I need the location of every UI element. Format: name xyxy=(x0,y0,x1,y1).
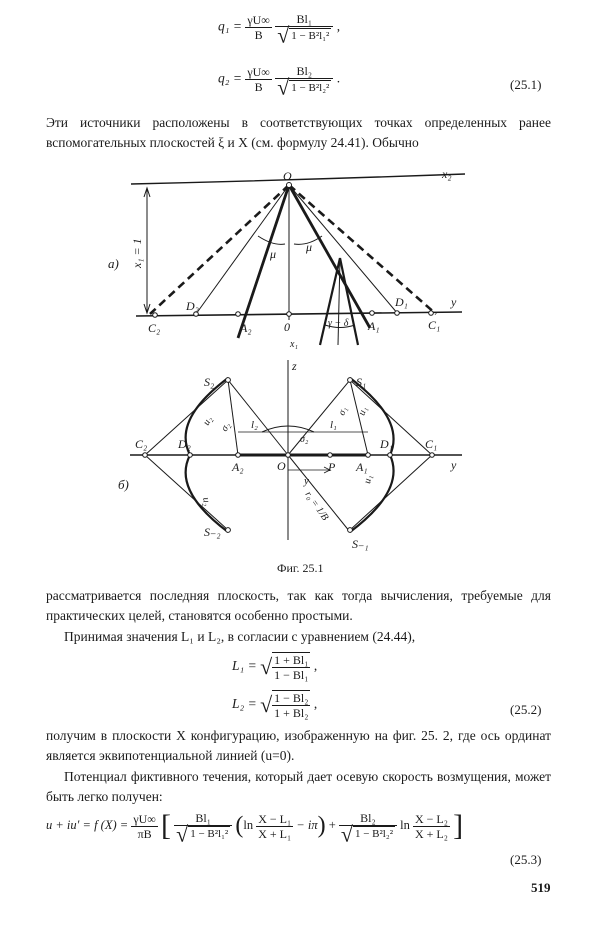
label-b-l1: l₁ xyxy=(330,419,337,431)
L2-fraction: $\frac{\text{1 − Bl₂}}{\text{1 + Bl₂}}$ xyxy=(274,691,309,720)
figure-25-1 xyxy=(100,160,480,565)
equation-L1: L₁ = √ $\frac{\text{1 + Bl₁}}{\text{1 − Bl₁}}$ , xyxy=(232,653,318,682)
label-a-D2: D₂ xyxy=(186,299,199,313)
panel-label-a: а) xyxy=(108,256,119,271)
label-b-D2: D₂ xyxy=(178,437,191,451)
label-b-z: z xyxy=(292,359,297,373)
label-b-y-arrow: y xyxy=(304,475,309,487)
paragraph-3: Принимая значения L₁ и L₂, в согласии с уравнением (24.44), xyxy=(64,629,416,644)
equation-q2: q₂ = $\frac{\gamma U\infty}{B}$ $\frac{\text{Bl₂}}{\text{√ 1 − B²l₂²}}$ . xyxy=(218,64,341,100)
q2-coef: $\frac{\gamma U\infty}{B}$ xyxy=(247,64,270,94)
label-b-S2: S₂ xyxy=(204,375,215,389)
label-a-mu-right: μ xyxy=(306,240,313,254)
label-b-sigma1: σ₁ xyxy=(336,405,350,418)
label-b-A1: A₁ xyxy=(356,460,368,474)
label-a-y: y xyxy=(451,295,457,309)
paragraph-5: Потенциал фиктивного течения, который дает осевую скорость возмущения, может быть легко получен: xyxy=(46,769,551,804)
label-b-O: O xyxy=(277,459,286,473)
eq253-ln-2: $\frac{\text{X − L₂}}{\text{X + L₂}}$ xyxy=(414,811,448,841)
equation-L2: L₂ = √ $\frac{\text{1 − Bl₂}}{\text{1 + Bl₂}}$ , xyxy=(232,691,318,720)
paragraph-2: рассматривается последняя плоскость, так как тогда вычисления, требуемые для практических целей, становятся особенно простыми. xyxy=(46,588,551,623)
L1-lhs: L₁ = xyxy=(232,658,257,674)
q1-lhs: q₁ = xyxy=(218,18,242,34)
ray-r0 xyxy=(288,455,350,532)
panel-label-b: б) xyxy=(118,477,129,492)
label-b-A2: A₂ xyxy=(232,460,244,474)
label-b-u2: u₂ xyxy=(201,414,215,428)
y-axis-line xyxy=(136,312,462,316)
label-b-r0: r₀ = 1/B xyxy=(302,489,331,523)
q2-fraction: $\frac{\text{Bl₂}}{\text{√ 1 − B²l₂²}}$ xyxy=(275,64,333,95)
label-a-D1: D₁ xyxy=(395,295,408,309)
label-b-P: P xyxy=(328,460,336,474)
x2-axis-line xyxy=(131,174,465,184)
equation-number-25-1: (25.1) xyxy=(510,77,542,92)
wedge-left xyxy=(320,258,340,345)
equation-q1: q₁ = $\frac{\gamma U\infty}{B}$ $\frac{\text{Bl₁}}{\text{√ 1 − B²l₁²}}$ , xyxy=(218,12,341,48)
label-b-u2-low: u₂ xyxy=(200,496,213,507)
label-a-x2: x₂ xyxy=(442,167,452,181)
label-a-C2: C₂ xyxy=(148,321,161,335)
figure-panel-a xyxy=(131,174,465,345)
eq253-lhs: u + iu′ = f (X) = xyxy=(46,817,129,832)
label-a-C1: C₁ xyxy=(428,318,441,332)
L2-lhs: L₂ = xyxy=(232,696,257,712)
label-a-A2: A₂ xyxy=(240,321,252,335)
label-b-C1: C₁ xyxy=(425,437,438,451)
label-a-x1: x₁ = 1 xyxy=(130,238,144,268)
label-a-zero: 0 xyxy=(284,320,290,334)
label-a-mu-left: μ xyxy=(270,247,277,261)
q2-lhs: q₂ = xyxy=(218,70,242,86)
label-b-C2: C₂ xyxy=(135,437,148,451)
label-b-Sm2: S₋₂ xyxy=(204,525,221,539)
label-b-l2: l₂ xyxy=(251,419,258,431)
eq253-fraction-1: $\frac{\text{Bl₁}}{\text{√ 1 − B²l₁²}}$ xyxy=(174,811,232,842)
equation-number-25-3: (25.3) xyxy=(510,852,542,867)
label-b-S1: S₁ xyxy=(356,375,367,389)
figure-caption: Фиг. 25.1 xyxy=(277,561,324,575)
equation-number-25-2: (25.2) xyxy=(510,702,542,717)
label-b-u1-low: u₁ xyxy=(362,474,375,485)
label-b-sigma-mid: σ₂ xyxy=(300,434,309,445)
label-a-A1: A₁ xyxy=(368,319,380,333)
label-a-x1-bottom: x₁ xyxy=(290,339,298,350)
eq253-fraction-2: $\frac{\text{Bl₂}}{\text{√ 1 − B²l₂²}}$ xyxy=(339,811,397,842)
label-a-gamma-delta: γ − δ xyxy=(328,318,349,329)
q1-fraction: $\frac{\text{Bl₁}}{\text{√ 1 − B²l₁²}}$ xyxy=(275,12,333,43)
paragraph-1: Эти источники расположены в соответствующих точках определенных ранее вспомогательных плоскостей ξ и X (см. формулу 24.41). Обычно xyxy=(46,115,551,150)
page-number: 519 xyxy=(531,880,551,895)
label-b-D1: D₁ xyxy=(380,437,393,451)
equation-25-3: u + iu′ = f (X) = $\frac{\gamma U\infty}{\pi B}$ [ $\frac{\text{Bl₁}}{\text{√ 1 − B²l₁²}}$ (ln $\frac{\text{X − L₁}}{\text{X + L₁}}$ − iπ) + $\frac{\text{Bl₂}}{\text{√ 1 − B²l₂²}}$ ln $\frac{\text{X − L₂}}{\text{X + L₂}}$ ] xyxy=(46,809,464,846)
label-b-u1: u₁ xyxy=(356,405,370,418)
paragraph-4: получим в плоскости X конфигурацию, изображенную на фиг. 25. 2, где ось ординат является эквипотенциальной линией (u=0). xyxy=(46,728,551,763)
label-b-sigma2: σ₂ xyxy=(219,420,233,434)
label-a-O: O xyxy=(283,169,292,183)
label-b-Sm1: S₋₁ xyxy=(352,537,369,551)
eq253-coef: $\frac{\gamma U\infty}{\pi B}$ xyxy=(133,811,156,841)
L1-fraction: $\frac{\text{1 + Bl₁}}{\text{1 − Bl₁}}$ xyxy=(274,653,309,682)
eq253-ln-1: $\frac{\text{X − L₁}}{\text{X + L₁}}$ xyxy=(258,811,292,841)
label-b-y: y xyxy=(451,458,457,472)
q1-coef: $\frac{\gamma U\infty}{B}$ xyxy=(247,12,270,42)
